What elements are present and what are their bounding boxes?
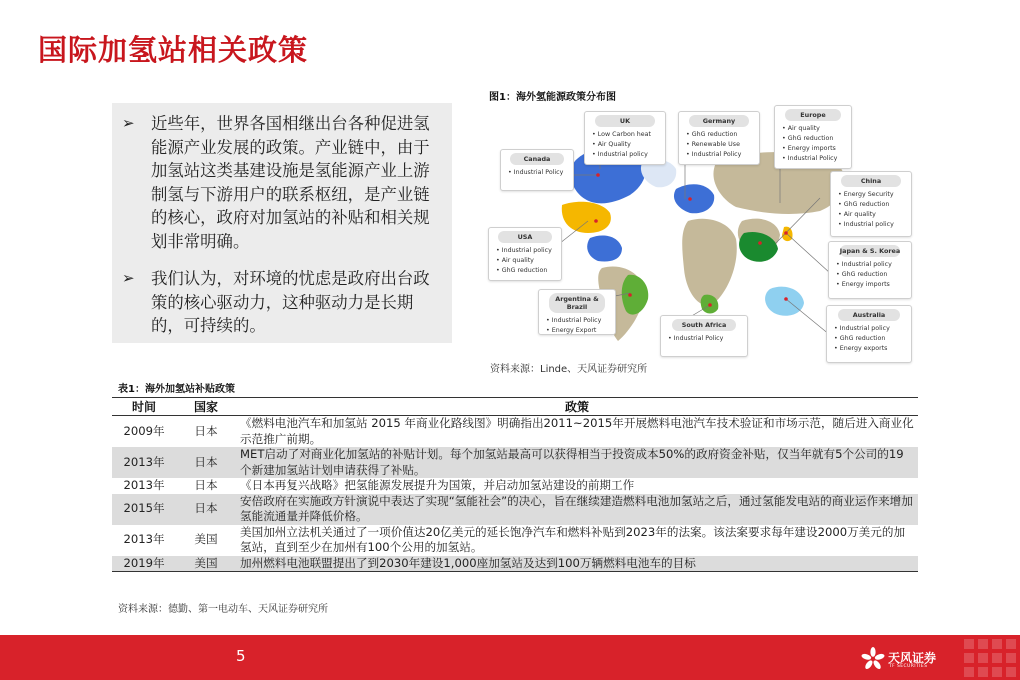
brazil-region bbox=[622, 275, 649, 315]
card-item: • Industrial Policy bbox=[508, 169, 564, 176]
footer-bar bbox=[0, 635, 1020, 680]
cell-country: 日本 bbox=[176, 447, 236, 478]
cell-year: 2013年 bbox=[123, 532, 165, 547]
table-row bbox=[112, 478, 918, 494]
card-title: Europe bbox=[785, 109, 841, 121]
card-item: • Air quality bbox=[782, 125, 820, 132]
cell-year: 2013年 bbox=[112, 447, 176, 478]
card-item: • GhG reduction bbox=[782, 135, 834, 142]
map-card-argentina-brazil bbox=[538, 289, 616, 335]
card-item: • Energy Security bbox=[838, 191, 894, 198]
card-item: • GhG reduction bbox=[836, 271, 888, 278]
card-item: • Industrial Policy bbox=[686, 151, 742, 158]
card-item: • Industrial policy bbox=[836, 261, 892, 268]
header-year: 时间 bbox=[112, 398, 176, 416]
card-item: • Renewable Use bbox=[686, 141, 740, 148]
card-item: • Energy exports bbox=[834, 345, 888, 352]
arrow-bullet-icon: ➢ bbox=[122, 114, 135, 132]
cell-year: 2015年 bbox=[112, 494, 176, 525]
table-header-row bbox=[112, 398, 918, 416]
card-item: • Industrial policy bbox=[838, 221, 894, 228]
header-policy: 政策 bbox=[236, 398, 918, 416]
brand-subtitle: TF SECURITIES bbox=[889, 664, 928, 669]
cell-policy: 加州燃料电池联盟提出了到2030年建设1,000座加氢站及达到100万辆燃料电池车的目标 bbox=[236, 556, 918, 572]
card-title: Japan & S. Korea bbox=[839, 247, 901, 255]
card-title: Canada bbox=[510, 153, 563, 165]
table-row bbox=[112, 525, 918, 556]
africa-region bbox=[682, 219, 737, 306]
table-row bbox=[112, 494, 918, 525]
table-source: 资料来源：德勤、第一电动车、天风证券研究所 bbox=[118, 604, 328, 615]
card-item: • GhG reduction bbox=[686, 131, 738, 138]
map-card-usa bbox=[488, 227, 562, 281]
policy-table bbox=[112, 397, 918, 572]
card-item: • Industrial Policy bbox=[668, 335, 724, 342]
card-title: Argentina & Brazil bbox=[549, 293, 605, 313]
bullet-text-2: 我们认为，对环境的忧虑是政府出台政策的核心驱动力，这种驱动力是长期的，可持续的。 bbox=[151, 269, 430, 335]
card-item: • Air quality bbox=[838, 211, 876, 218]
card-item: • Energy imports bbox=[836, 281, 890, 288]
map-card-south-africa bbox=[660, 315, 748, 357]
table-row bbox=[112, 556, 918, 572]
cell-year: 2009年 bbox=[123, 423, 165, 438]
cell-policy: 安倍政府在实施政方针演说中表达了实现“氢能社会”的决心，旨在继续建造燃料电池加氢站之后，通过氢能发电站的商业运作来增加氢能流通量并降低价格。 bbox=[236, 494, 918, 525]
usa-region-b bbox=[587, 235, 622, 261]
header-country: 国家 bbox=[176, 398, 236, 416]
map-card-germany bbox=[678, 111, 760, 165]
map-card-canada bbox=[500, 149, 574, 191]
card-title: UK bbox=[595, 115, 654, 127]
table-row bbox=[112, 416, 918, 448]
cell-country: 日本 bbox=[176, 494, 236, 525]
card-item: • GhG reduction bbox=[838, 201, 890, 208]
figure-source: 资料来源：Linde、天风证券研究所 bbox=[490, 364, 648, 375]
cell-policy: 《日本再复兴战略》把氢能源发展提升为国策，并启动加氢站建设的前期工作 bbox=[240, 478, 635, 492]
map-card-japan-korea bbox=[828, 241, 912, 299]
card-title: USA bbox=[498, 231, 551, 243]
map-card-europe bbox=[774, 105, 852, 169]
bullet-item-1 bbox=[122, 112, 442, 253]
card-item: • GhG reduction bbox=[834, 335, 886, 342]
summary-box bbox=[112, 103, 452, 343]
europe-region bbox=[674, 184, 714, 213]
card-item: • Industrial Policy bbox=[782, 155, 838, 162]
brand-name: 天风证券 bbox=[888, 651, 937, 665]
cell-country: 美国 bbox=[176, 556, 236, 572]
card-title: Germany bbox=[689, 115, 748, 127]
figure-caption: 图1：海外氢能源政策分布图 bbox=[489, 92, 616, 103]
policy-map-figure bbox=[480, 103, 912, 365]
cell-policy: MET启动了对商业化加氢站的补贴计划。每个加氢站最高可以获得相当于投资成本50%的政府资金补贴，仅当年就有5个公司的19个新建加氢站计划申请获得了补贴。 bbox=[236, 447, 918, 478]
cell-year: 2013年 bbox=[123, 478, 165, 492]
card-title: Australia bbox=[838, 309, 900, 321]
footer-grid-decoration bbox=[960, 635, 1020, 680]
tf-flower-icon bbox=[860, 646, 886, 672]
map-card-uk bbox=[584, 111, 666, 165]
card-item: • Industrial policy bbox=[834, 325, 890, 332]
card-item: • Industrial policy bbox=[592, 151, 648, 158]
cell-country: 日本 bbox=[194, 423, 218, 438]
table-row bbox=[112, 447, 918, 478]
cell-country: 美国 bbox=[194, 532, 218, 547]
page-number: 5 bbox=[236, 647, 246, 665]
bullet-text-1: 近些年，世界各国相继出台各种促进氢能源产业发展的政策。产业链中，由于加氢站这类基建设施是氢能源产业上游制氢与下游用户的联系枢纽，是产业链的核心，政府对加氢站的补贴和相关规划非常明确。 bbox=[151, 114, 430, 251]
card-title: South Africa bbox=[672, 319, 736, 331]
cell-policy: 美国加州立法机关通过了一项价值达20亿美元的延长饱净汽车和燃料补贴到2023年的法案。该法案要求每年建设2000万美元的加氢站，直到至少在加州有100个公用的加氢站。 bbox=[240, 524, 906, 554]
page-title: 国际加氢站相关政策 bbox=[38, 33, 309, 67]
bullet-item-2 bbox=[122, 267, 442, 338]
australia-region bbox=[765, 287, 804, 316]
cell-year: 2019年 bbox=[112, 556, 176, 572]
cell-country: 日本 bbox=[194, 478, 218, 492]
card-item: • Industrial policy bbox=[496, 247, 552, 254]
brand-logo bbox=[860, 646, 970, 672]
card-item: • Energy imports bbox=[782, 145, 836, 152]
card-item: • Industrial Policy bbox=[546, 317, 602, 324]
card-item: • Air Quality bbox=[592, 141, 631, 148]
map-card-australia bbox=[826, 305, 912, 363]
arrow-bullet-icon: ➢ bbox=[122, 269, 135, 287]
card-item: • GhG reduction bbox=[496, 267, 548, 274]
map-card-china bbox=[830, 171, 912, 237]
card-item: • Low Carbon heat bbox=[592, 131, 651, 138]
usa-region-a bbox=[562, 202, 611, 233]
card-title: China bbox=[841, 175, 900, 187]
card-item: • Air quality bbox=[496, 257, 534, 264]
table-caption: 表1：海外加氢站补贴政策 bbox=[118, 384, 235, 395]
cell-policy: 《燃料电池汽车和加氢站 2015 年商业化路线图》明确指出2011~2015年开展燃料电池汽车技术验证和市场示范，随后进入商业化示范推广前期。 bbox=[240, 416, 914, 446]
card-item: • Energy Export bbox=[546, 327, 597, 334]
